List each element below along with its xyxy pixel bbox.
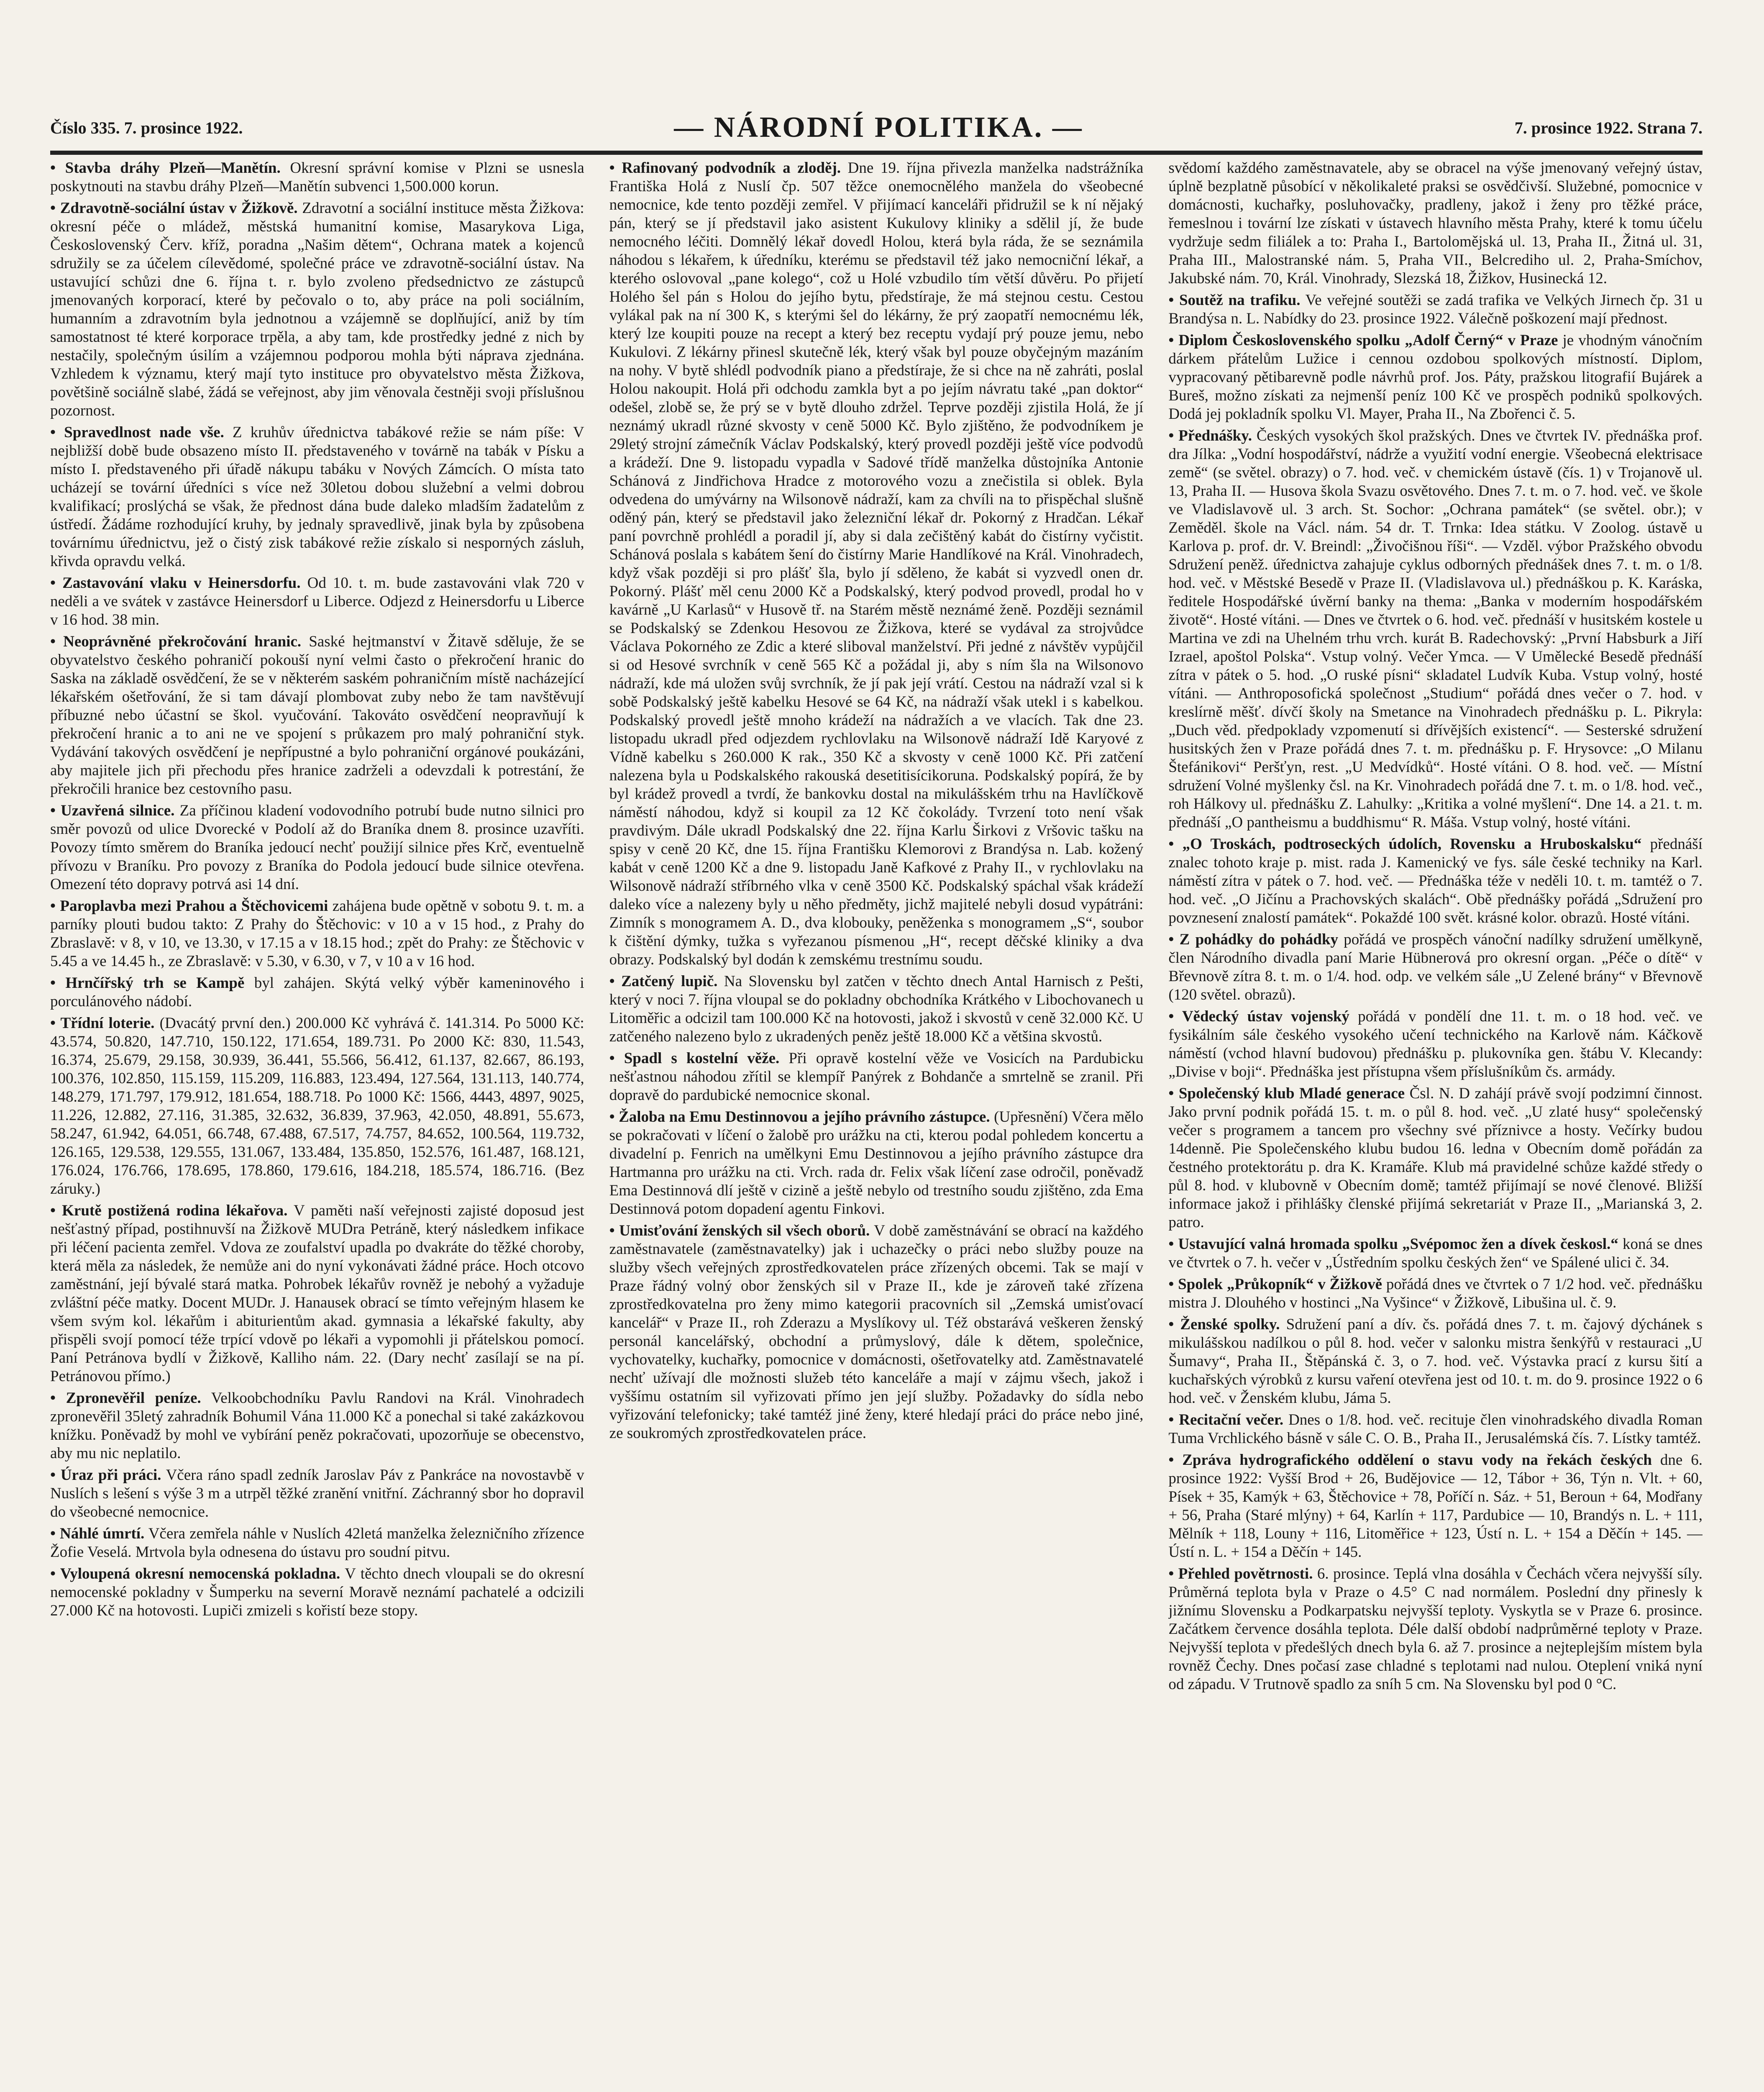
article bbox=[50, 423, 584, 571]
article-headline: Neoprávněné překročování hranic. bbox=[63, 633, 302, 650]
article-headline: Zatčený lupič. bbox=[621, 973, 718, 990]
column-3 bbox=[1168, 159, 1703, 2092]
article bbox=[50, 159, 584, 196]
article-text: Velkoobchodníku Pavlu Randovi na Král. Vinohradech zpronevěřil 35letý zahradník Bohumil Vána 11.000 Kč a ponechal si také zakázkovou knížku. Poněvadž by mohl ve vybírání peněz pokračovati, upozorňuje se obecenstvo, aby mu nic neplatilo. bbox=[50, 1390, 584, 1462]
article-text: Za příčinou kladení vodovodního potrubí bude nutno silnici pro směr povozů od ulice Dvorecké v Podolí až do Braníka dnem 8. prosince uzavříti. Povozy tímto směrem do Braníka jedoucí nechť použijí silnice přes Krč, eventuelně přívozu v Braníku. Pro povozy z Braníka do Podola jedoucí bude silnice otevřena. Omezení této dopravy potrvá asi 14 dní. bbox=[50, 802, 584, 893]
page-header bbox=[50, 105, 1703, 151]
article-paragraph bbox=[50, 974, 584, 1011]
article-text: (Dvacátý první den.) 200.000 Kč vyhrává č. 141.314. Po 5000 Kč: 43.574, 50.820, 147.710, 150.122, 171.654, 189.731. Po 2000 Kč: 830, 11.543, 16.374, 25.679, 29.158, 30.939, 36.441, 55.566, 56.412, 61.137, 82.667, 86.193, 100.376, 102.850, 115.159, 115.209, 116.883, 123.494, 127.564, 131.113, 140.774, 148.279, 171.797, 179.912, 181.654, 188.718. Po 1000 Kč: 1566, 4443, 4897, 9025, 11.226, 12.882, 27.116, 31.385, 32.632, 36.839, 37.963, 42.050, 48.891, 55.673, 58.247, 61.942, 64.051, 66.748, 67.488, 67.517, 74.757, 84.652, 100.564, 119.732, 126.165, 129.538, 129.555, 131.067, 133.484, 135.850, 152.576, 161.487, 168.121, 176.024, 176.766, 178.695, 178.860, 179.616, 184.218, 185.574, 186.716. (Bez záruky.) bbox=[50, 1015, 584, 1197]
masthead-title: — NÁRODNÍ POLITIKA. — bbox=[674, 111, 1083, 144]
article-headline: Uzavřená silnice. bbox=[61, 802, 175, 819]
bullet-marker: • bbox=[1168, 1008, 1182, 1025]
article-headline: Vědecký ústav vojenský bbox=[1182, 1008, 1349, 1025]
article-paragraph bbox=[1168, 835, 1703, 927]
bullet-marker: • bbox=[1168, 292, 1179, 309]
article bbox=[50, 1014, 584, 1198]
bullet-marker: • bbox=[50, 1202, 62, 1219]
article-headline: Zpráva hydrografického oddělení o stavu vody na řekách českých bbox=[1182, 1451, 1652, 1469]
article bbox=[50, 1466, 584, 1521]
bullet-marker: • bbox=[50, 974, 66, 992]
article-headline: Vyloupená okresní nemocenská pokladna. bbox=[60, 1565, 341, 1582]
article-paragraph bbox=[1168, 159, 1703, 288]
article-paragraph bbox=[50, 1389, 584, 1463]
bullet-marker: • bbox=[1168, 332, 1179, 349]
article bbox=[1168, 1565, 1703, 1694]
article bbox=[50, 1525, 584, 1561]
article-paragraph bbox=[609, 1108, 1144, 1218]
article bbox=[609, 1108, 1144, 1218]
article bbox=[50, 1389, 584, 1463]
article-text: přednáší znalec tohoto kraje p. mist. rada J. Kamenický ve fys. sále české techniky na Karl. náměstí zítra v pátek o 7. hod. več. — Přednáška téže v neděli 10. t. m. tamtéž o 7. hod. več. „O Jičínu a Prachovských skalách“. Obě přednášky pořádá „Sdružení pro povznesení znalostí památek“. Pokaždé 100 svět. krásné kolor. obrazů. Hosté vítáni. bbox=[1168, 836, 1703, 926]
article-paragraph bbox=[1168, 931, 1703, 1004]
bullet-marker: • bbox=[1168, 1085, 1179, 1102]
article-text: Dnes o 1/8. hod. več. recituje člen vinohradského divadla Roman Tuma Vrchlického básně v sále C. O. B., Praha II., Jerusalémská čís. 7. Lístky tamtéž. bbox=[1168, 1411, 1703, 1447]
article bbox=[1168, 835, 1703, 927]
article-headline: Krutě postižená rodina lékařova. bbox=[62, 1202, 288, 1219]
article-headline: Spravedlnost nade vše. bbox=[64, 424, 224, 441]
article-paragraph bbox=[1168, 1451, 1703, 1561]
article-headline: Zdravotně-sociální ústav v Žižkově. bbox=[60, 200, 298, 217]
article-paragraph bbox=[1168, 1565, 1703, 1694]
article-paragraph bbox=[1168, 427, 1703, 832]
article-headline: Z pohádky do pohádky bbox=[1179, 931, 1338, 948]
article-text: zahájena bude opětně v sobotu 9. t. m. a parníky plouti budou takto: Z Prahy do Štěchovic: v 10 a v 15 hod., z Prahy do Zbraslavě: v 8, v 10, ve 13.30, v 17.15 a v 18.15 hod.; zpět do Prahy: ze Štěchovic v 5.45 a ve 14.45 h., ze Zbraslavě: v 5.30, v 6.30, v 7, v 10 a v 16 hod. bbox=[50, 897, 584, 970]
article-headline: Úraz při práci. bbox=[60, 1466, 161, 1484]
bullet-marker: • bbox=[50, 802, 61, 819]
article-paragraph bbox=[50, 1525, 584, 1561]
article-text: byl zahájen. Skýtá velký výběr kameninového i porculánového nádobí. bbox=[50, 974, 584, 1010]
bullet-marker: • bbox=[1168, 1411, 1179, 1428]
article bbox=[609, 1049, 1144, 1105]
bullet-marker: • bbox=[1168, 931, 1180, 948]
bullet-marker: • bbox=[50, 1525, 60, 1542]
bullet-marker: • bbox=[50, 1565, 60, 1582]
article-paragraph bbox=[50, 897, 584, 971]
article-headline: Náhlé úmrtí. bbox=[60, 1525, 145, 1542]
article bbox=[50, 974, 584, 1011]
article-text: Zdravotní a sociální instituce města Žižkova: okresní péče o mládež, městská humanitní komise, Masarykova Liga, Československý Červ. kříž, poradna „Našim dětem“, Ochrana matek a kojenců sdružily se za účelem cílevědomé, společné práce ve zdravotně-sociální ústav. Na ustavující schůzi dne 6. října t. r. bylo zvoleno předsednictvo ze zástupců jmenovaných korporací, které by pečovalo o to, aby práce na poli sociálním, humanním a zdravotním byla jednotnou a vzájemně se doplňující, aniž by tím samostatnost té které korporace trpěla, a aby tam, kde prostředky jedné z nich by nestačily, společným úsilím a vzájemnou podporou mohla býti náprava zjednána. Vzhledem k významu, který mají tyto instituce pro obyvatelstvo města Žižkova, povětšině sociálně slabé, žádá se veřejnost, aby jim věnovala čestněji svoji příslušnou pozornost. bbox=[50, 200, 584, 419]
article-text: Ve veřejné soutěži se zadá trafika ve Velkých Jirnech čp. 31 u Brandýsa n. L. Nabídky do 23. prosince 1922. Válečně poškození mají přednost. bbox=[1168, 292, 1703, 327]
article-paragraph bbox=[609, 159, 1144, 969]
article-headline: Zastavování vlaku v Heinersdorfu. bbox=[62, 574, 301, 592]
article-text: dne 6. prosince 1922: Vyšší Brod + 26, Budějovice — 12, Tábor + 36, Týn n. Vlt. + 60, Písek + 35, Kamýk + 63, Štěchovice + 78, Poříčí n. Sáz. + 51, Beroun + 64, Modřany + 56, Praha (Staré mlýny) + 64, Karlín + 117, Pardubice — 10, Brandýs n. L. + 111, Mělník + 118, Louny + 116, Litoměřice + 123, Ústí n. L. + 154 a Děčín + 145. — Ústí n. L. + 154 a Děčín + 145. bbox=[1168, 1451, 1703, 1561]
bullet-marker: • bbox=[50, 574, 63, 592]
article-paragraph bbox=[50, 1466, 584, 1521]
bullet-marker: • bbox=[609, 1108, 619, 1125]
issue-date: Číslo 335. 7. prosince 1922. bbox=[50, 118, 243, 137]
article-headline: Zpronevěřil peníze. bbox=[66, 1390, 201, 1407]
bullet-marker: • bbox=[50, 1015, 61, 1032]
column-1 bbox=[50, 159, 584, 2092]
bullet-marker: • bbox=[1168, 427, 1179, 444]
article-paragraph bbox=[1168, 291, 1703, 328]
article-paragraph bbox=[50, 199, 584, 420]
bullet-marker: • bbox=[50, 897, 60, 915]
article-paragraph bbox=[50, 423, 584, 571]
article bbox=[50, 574, 584, 629]
article-text: Včera ráno spadl zedník Jaroslav Páv z Pankráce na novostavbě v Nuslích s lešení s výše 3 m a utrpěl těžké zranění vnitřní. Záchranný sbor ho dopravil do všeobecné nemocnice. bbox=[50, 1466, 584, 1520]
bullet-marker: • bbox=[1168, 836, 1183, 853]
article bbox=[50, 199, 584, 420]
article-columns bbox=[50, 159, 1703, 2092]
article-text: Čsl. N. D zahájí právě svojí podzimní činnost. Jako první podnik pořádá 15. t. m. o půl 8. hod. več. „U zlaté husy“ společenský večer s programem a tancem pro všechny své příznivce a hosty. Večírky budou 14denně. Pie Společenského klubu budou 16. ledna v Obecním domě pořádán za čestného protektorátu p. dra K. Kramáře. Klub má pravidelné schůze každé středy o půl 8. hod. v klubovně v Obecním domě; tamtéž přijímají se nové členové. Bližší informace jakož i přihlášky členské přijímá sekretariát v Praze II., „Marianská 3, 2. patro. bbox=[1168, 1085, 1703, 1231]
article bbox=[1168, 1275, 1703, 1312]
article-text: Při opravě kostelní věže ve Vosicích na Pardubicku nešťastnou náhodou zřítil se klempíř Panýrek z Bohdanče a smrtelně se zranil. Při dopravě do pardubické nemocnice skonal. bbox=[609, 1050, 1144, 1104]
article-text: pořádá dnes ve čtvrtek o 7 1/2 hod. več. přednášku mistra J. Dlouhého v hostinci „Na Vyšince“ v Žižkově, Libušina ul. č. 9. bbox=[1168, 1276, 1703, 1311]
article bbox=[50, 897, 584, 971]
article-text: Sdružení paní a dív. čs. pořádá dnes 7. t. m. čajový dýchánek s mikulášskou nadílkou o půl 8. hod. večer v salonku mistra šenkýřů v restauraci „U Šumavy“, Praha II., Štěpánská č. 3, o 7. hod. več. Výstavka prací z kursu šití a kuchařských výrobků z kursu vaření otevřena jest od 10. t. m. do 9. prosince 1922 o 6 hod. več. v Ženském klubu, Jáma 5. bbox=[1168, 1316, 1703, 1407]
article-text: Okresní správní komise v Plzni se usnesla poskytnouti na stavbu dráhy Plzeň—Manětín subvenci 1,500.000 korun. bbox=[50, 159, 584, 195]
article-paragraph bbox=[1168, 1411, 1703, 1448]
article-paragraph bbox=[50, 159, 584, 196]
article-headline: Přednášky. bbox=[1178, 427, 1252, 444]
article bbox=[50, 1565, 584, 1620]
bullet-marker: • bbox=[609, 973, 622, 990]
article-headline: Stavba dráhy Plzeň—Manětín. bbox=[65, 159, 281, 177]
article-headline: Přehled povětrnosti. bbox=[1178, 1565, 1313, 1582]
article-paragraph bbox=[609, 1222, 1144, 1443]
article bbox=[1168, 1235, 1703, 1272]
article bbox=[1168, 1084, 1703, 1232]
article bbox=[1168, 1008, 1703, 1081]
article-text: V době zaměstnávání se obrací na každého zaměstnavatele (zaměstnavatelky) jak i uchazečky o práci nebo služby pouze na služby všech veřejných zprostředkovatelen práce zřízených obcemi. Tak se mají v Praze řádný volný obor ženských sil v Praze II., kde je zároveň také zřízena zprostředkovatelna pro ženy mimo kategorii pracovních sil „Zemská umisťovací kancelář“ v Praze II., roh Zderazu a Myslíkovy ul. Též obstarává veškeren ženský personál kancelářský, obchodní a průmyslový, dále k dětem, společnice, vychovatelky, kuchařky, pomocnice v domácnosti, ošetřovatelky atd. Zaměstnavatelé nechť užívají dle možnosti služeb této kanceláře a mají v zájmu všech, jakož i vyššímu ostatním sil vyřizovati přímo jen její služby. Požadavky do sídla nebo vyřizování telefonicky; také tamtéž jiné ženy, které hledají práci do práce nebo jiné, ze soukromých zprostředkovatelen práce. bbox=[609, 1222, 1144, 1442]
article-paragraph bbox=[1168, 331, 1703, 423]
article-text: pořádá v pondělí dne 11. t. m. o 18 hod. več. ve fysikálním sále českého vysokého učení technického na Karlově nám. Káčkově náměstí (vchod hlavní budovou) přednášku p. plukovníka gen. štábu V. Klecandy: „Divise v boji“. Přednáška jest přístupna všem příslušníkům čs. armády. bbox=[1168, 1008, 1703, 1080]
article-paragraph bbox=[1168, 1008, 1703, 1081]
article bbox=[1168, 931, 1703, 1004]
article-paragraph bbox=[50, 1202, 584, 1386]
article-headline: Spadl s kostelní věže. bbox=[624, 1050, 780, 1067]
article-paragraph bbox=[1168, 1235, 1703, 1272]
bullet-marker: • bbox=[609, 1222, 620, 1239]
article-text: Včera zemřela náhle v Nuslích 42letá manželka železničního zřízence Žofie Veselá. Mrtvola byla odnesena do ústavu pro soudní pitvu. bbox=[50, 1525, 584, 1561]
article-paragraph bbox=[50, 574, 584, 629]
bullet-marker: • bbox=[1168, 1236, 1178, 1253]
article bbox=[1168, 1315, 1703, 1407]
article-headline: Společenský klub Mladé generace bbox=[1178, 1085, 1405, 1102]
article-text: Od 10. t. m. bude zastavováni vlak 720 v neděli a ve svátek v zastávce Heinersdorf u Liberce. Odjezd z Heinersdorfu u Liberce v 16 hod. 38 min. bbox=[50, 574, 584, 628]
article bbox=[609, 972, 1144, 1046]
article-headline: Soutěž na trafiku. bbox=[1179, 292, 1301, 309]
bullet-marker: • bbox=[609, 1050, 624, 1067]
bullet-marker: • bbox=[1168, 1451, 1183, 1469]
bullet-marker: • bbox=[1168, 1276, 1178, 1293]
article-paragraph bbox=[1168, 1084, 1703, 1232]
article-text: Českých vysokých škol pražských. Dnes ve čtvrtek IV. přednáška prof. dra Jílka: „Vodní hospodářství, nádrže a využití vodní energie. Všeobecná elektrisace země“ (se světel. obrazy) o 7. hod. več. v chemickém ústavě (čís. 1) v Trojanově ul. 13, Praha II. — Husova škola Svazu osvětového. Dnes 7. t. m. o 7. hod. več. ve škole ve Vladislavově ul. 3 arch. St. Sochor: „Ochrana památek“ (se světel. obr.); v Zeměděl. škole na Václ. nám. 54 dr. T. Trnka: Idea státku. V Zoolog. ústavě u Karlova p. prof. dr. V. Breindl: „Živočišnou říši“. — Vzděl. výbor Pražského obvodu Sdružení peněž. úřednictva zahajuje cyklus odborných přednášek dnes 7. t. m. o 1/8. hod. več. v Městské Besedě v Praze II. (Vladislavova ul.) přednáškou p. K. Karáska, ředitele Hospodářské úvěrní banky na thema: „Banka v moderním hospodářském životě“. Hosté vítáni. — Dnes ve čtvrtek o 6. hod. več. přednáší v husitském kostele u Martina ve zdi na Uhelném trhu vrch. kurát B. Radechovský: „První Habsburk a Jiří Izrael, apoštol Polska“. Vstup volný. Večer Ymca. — V Umělecké Besedě přednáší zítra v pátek o 5. hod. „O ruské písni“ skladatel Ludvík Kuba. Vstup volný, hosté vítáni. — Anthroposofická společnost „Studium“ pořádá dnes večer o 7. hod. v kreslírně měšť. dívčí školy na Smetance na Vinohradech přednášku p. L. Pikryla: „Duch věd. předpoklady vzpomenutí si dřívějších existencí“. — Sesterské sdružení husitských žen v Praze pořádá dnes 7. t. m. přednášku p. F. Hrysovce: „O Milanu Štefánikovi“ Peršťyn, rest. „U Medvídků“. Hosté vítáni. O 8. hod. več. — Místní sdružení Volné myšlenky čsl. na Kr. Vinohradech pořádá dne 7. t. m. o 1/8. hod. več., roh Hálkovy ul. přednášku Z. Lahulky: „Kritika a volné myšlení“. Dne 14. a 21. t. m. přednáší „O pantheismu a buddhismu“ R. Máša. Vstup volný, hosté vítáni. bbox=[1168, 427, 1703, 831]
bullet-marker: • bbox=[50, 200, 60, 217]
article bbox=[1168, 427, 1703, 832]
article-text: Z kruhův úřednictva tabákové režie se nám píše: V nejbližší době bude obsazeno místo II. představeného v továrně na tabák v Písku a místo I. představeného při úřadě nákupu tabáku v Nových Zámcích. O místa tato ucházejí se tovární úředníci s více než 30letou dobou služební a velmi dobrou kvalifikací; proslýchá se však, že přednost dána bude daleko mladším žadatelům z ústředí. Žádáme rozhodující kruhy, by jednaly spravedlivě, jinak byla by způsobena továrnímu úřednictvu, jež o čistý zisk tabákové režie získalo si nesporných zásluh, křivda opravdu velká. bbox=[50, 424, 584, 570]
article bbox=[50, 1202, 584, 1386]
article-paragraph bbox=[609, 1049, 1144, 1105]
article-paragraph bbox=[609, 972, 1144, 1046]
article-paragraph bbox=[1168, 1275, 1703, 1312]
article-text: koná se dnes ve čtvrtek o 7. h. večer v „Ústředním spolku českých žen“ ve Spálené ulici č. 34. bbox=[1168, 1236, 1703, 1271]
article bbox=[609, 1222, 1144, 1443]
article-text: je vhodným vánočním dárkem přátelům Lužice i cennou ozdobou spolkových místností. Diplom, vypracovaný pětibarevně podle návrhů prof. Jos. Páty, pražskou litografií Bujárek a Bureš, možno získati za nejmenší peníz 100 Kč ve prospěch podniků spolkových. Dodá jej pokladník spolku Vl. Mayer, Praha II., Na Zbořenci č. 5. bbox=[1168, 332, 1703, 423]
bullet-marker: • bbox=[609, 159, 622, 177]
article-text: 6. prosince. Teplá vlna dosáhla v Čechách včera nejvyšší síly. Průměrná teplota byla v Praze o 4.5° C nad normálem. Poslední dny přinesly k jižnímu Slovensku a Podkarpatsku nejvyšší teploty. Vyskytla se v Praze 6. prosince. Začátkem července dosáhla teplota. Déle další období nadprůměrné teploty v Praze. Nejvyšší teplota v předešlých dnech byla 6. až 7. prosince a nejteplejším místem byla rovněž Čechy. Dnes počasí zase chladné s teplotami nad nulou. Oteplení vniká nyní od západu. V Trutnově spadlo za sníh 5 cm. Na Slovensku byl pod 0 °C. bbox=[1168, 1565, 1703, 1693]
article-paragraph bbox=[50, 1565, 584, 1620]
article-paragraph bbox=[50, 802, 584, 894]
article-headline: Paroplavba mezi Prahou a Štěchovicemi bbox=[60, 897, 328, 915]
article-headline: Umisťování ženských sil všech oborů. bbox=[619, 1222, 870, 1239]
article bbox=[609, 159, 1144, 969]
article-text: Na Slovensku byl zatčen v těchto dnech Antal Harnisch z Pešti, který v noci 7. října vloupal se do pokladny obchodníka Krátkého v Libochovanech u Litoměřic a odcizil tam 100.000 Kč na hotovosti, jakož i skvostů v ceně 32.000 Kč. U zatčeného nalezeno bylo z ukradených peněz ještě 18.000 Kč a většina skvostů. bbox=[609, 973, 1144, 1045]
article-headline: Žaloba na Emu Destinnovou a jejího právního zástupce. bbox=[619, 1108, 990, 1125]
bullet-marker: • bbox=[50, 633, 64, 650]
article bbox=[50, 633, 584, 798]
article bbox=[1168, 331, 1703, 423]
article-headline: Rafinovaný podvodník a zloděj. bbox=[622, 159, 841, 177]
article bbox=[1168, 159, 1703, 288]
article-headline: Třídní loterie. bbox=[60, 1015, 155, 1032]
article bbox=[1168, 1451, 1703, 1561]
article-text: Dne 19. října přivezla manželka nadstrážníka Františka Holá z Nuslí čp. 507 těžce onemocnělého manžela do všeobecné nemocnice, kde tento později zemřel. V přijímací kanceláři přidružil se k ní nějaký pán, který se jí představil jako asistent Kukulovy kliniky a sdělil jí, že bude nemocného léčiti. Domnělý lékař dovedl Holou, která byla ráda, že se seznámila náhodou s lékařem, k úředníku, kterému se představil též jako nemocniční lékař, a kterého oslovoval „pane kolego“, což u Holé vzbudilo tím větší důvěru. Po přijetí Holého šel pán s Holou do jejího bytu, předstíraje, že má stejnou cestu. Cestou vylákal pak na ní 300 K, s kterými šel do lékárny, že prý zaopatří nemocnému lék, který lze koupiti pouze na recept a který bez receptu vydají prý pouze jemu, nebo Kukulovi. Z lékárny přinesl skutečně lék, který však byl pouze obyčejným mazáním na nohy. V bytě shlédl podvodník piano a předstíraje, že si chce na ně zahráti, poslal Holou nakoupit. Holá při odchodu zamkla byt a po jejím návratu také „pan doktor“ odešel, zlobě se, že prý se v bytě dlouho zdržel. Teprve později zjistila Holá, že jí neznámý ukradl různé skvosty v ceně 5000 Kč. Bylo zjištěno, že podvodníkem je 29letý strojní zámečník Václav Podskalský, který provedl později ještě více podvodů a krádeží. Dne 9. listopadu vypadla v Sadové třídě manželka důstojníka Antonie Schánová z Jindřichova Hradce z motorového vozu a znečistila si oblek. Byla odvedena do umývárny na Wilsonově nádraží, kam za chvíli na to přispěchal slušně oděný pán, který se představil jako železniční lékař dr. Pokorný z Hradčan. Lékař paní povrchně prohlédl a poradil jí, aby si dala zečištěný kabát do čistírny vyčistit. Schánová poslala s kabátem šení do čistírny Marie Handlíkové na Král. Vinohradech, když však později si pro plášť šla, bylo jí sděleno, že kabát si vyzvedl onen dr. Pokorný. Plášť měl cenu 2000 Kč a Podskalský, který podvod provedl, prodal ho v kavárně „U Karlasů“ v Husově tř. na Starém městě neznámé ženě. Později seznámil se Podskalský se Zdenkou Hesovou ze Žižkova, které se vydával za strojvůdce Václava Pokorného ze Zdic a které sliboval manželství. Při jedné z návštěv vypůjčil si od Hesové svrchník v ceně 565 Kč a požádal ji, aby s ním šla na Wilsonovo nádraží, kde má uložen svůj svrchník, že jí pak její vrátí. Cestou na nádraží vzal si k sobě Podskalský ještě kabelku Hesové se 64 Kč, na nádraží však utekl i s kabelkou. Podskalský provedl ještě mnoho krádeží na nádražích a ve vlacích. Tak dne 23. listopadu ukradl před odjezdem rychlovlaku na Wilsonově nádraží Idě Karyové z Vídně kabelku s 260.000 K rak., 350 Kč a skvosty v ceně 1000 Kč. Při zatčení nalezena byla u Podskalského rakouská desetitisícikoruna. Podskalský popírá, že by byl krádež provedl a tvrdí, že bankovku dostal na mikulášském trhu na Havlíčkově náměstí náhodou, když si koupil za 12 Kč čokolády. Tvrzení toto není však pravdivým. Dále ukradl Podskalský dne 22. října Karlu Širkovi z Vršovic tašku na spisy v ceně 20 Kč, dne 15. října Františku Klemorovi z Brandýsa n. Lab. kožený kabát v ceně 1200 Kč a dne 9. listopadu Janě Kafkové z Prahy II., v rychlovlaku na Wilsonově nádraží stříbrného vlka v ceně 3500 Kč. Podskalský spáchal však krádeží daleko více a nalezeny byly u něho předměty, jichž majitelé nebyli dosud vypátráni: Zimník s monogramem A. D., dva klobouky, peněženka s monogramem „S“, soubor k čištění dýmky, tužka s vyřezanou písmenou „H“, recept děčské kliniky a dva obrazy. Podskalský byl dodán k zemskému trestnímu soudu. bbox=[609, 159, 1144, 968]
article-headline: „O Troskách, podtroseckých údolích, Rovensku a Hruboskalsku“ bbox=[1182, 836, 1642, 853]
header-rule bbox=[50, 151, 1703, 155]
article-headline: Ženské spolky. bbox=[1180, 1316, 1280, 1333]
bullet-marker: • bbox=[50, 159, 65, 177]
article-text: svědomí každého zaměstnavatele, aby se obracel na výše jmenovaný veřejný ústav, úplně bezplatně působící v několikaleté praksi se osvědčivší. Služebné, pomocnice v domácnosti, kuchařky, posluhovačky, pradleny, jakož i ženy pro těžké práce, řemeslnou i tovární lze získati v ústavech hlavního města Prahy, které k tomu účelu vydržuje sedm filiálek a to: Praha I., Bartolomějská ul. 13, Praha II., Žitná ul. 31, Praha III., Malostranské nám. 5, Praha VII., Belcrediho ul. 2, Praha-Smíchov, Jakubské nám. 70, Král. Vinohrady, Slezská 18, Žižkov, Husinecká 12. bbox=[1168, 159, 1703, 287]
article-text: pořádá ve prospěch vánoční nadílky sdružení umělkyně, člen Národního divadla paní Marie Hübnerová pro okresní organ. „Péče o dítě“ v Břevnově zítra 8. t. m. o 1/4. hod. odp. ve velkém sále „U Zelené brány“ v Břevnově (120 světel. obrazů). bbox=[1168, 931, 1703, 1003]
bullet-marker: • bbox=[1168, 1316, 1180, 1333]
page-number: 7. prosince 1922. Strana 7. bbox=[1514, 118, 1703, 137]
article bbox=[1168, 291, 1703, 328]
article-headline: Spolek „Průkopník“ v Žižkově bbox=[1178, 1276, 1383, 1293]
bullet-marker: • bbox=[50, 1390, 66, 1407]
article-text: V těchto dnech vloupali se do okresní nemocenské pokladny v Šumperku na severní Moravě neznámí pachatelé a odcizili 27.000 Kč na hotovosti. Lupiči zmizeli s kořistí beze stopy. bbox=[50, 1565, 584, 1619]
bullet-marker: • bbox=[1168, 1565, 1178, 1582]
bullet-marker: • bbox=[50, 1466, 61, 1484]
column-2 bbox=[609, 159, 1144, 2092]
article bbox=[50, 802, 584, 894]
article-headline: Recitační večer. bbox=[1179, 1411, 1284, 1428]
article-paragraph bbox=[50, 1014, 584, 1198]
article-text: Saské hejtmanství v Žitavě sděluje, že se obyvatelstvo českého pohraničí pokouší nyní velmi často o překročení hranic do Saska na základě osvědčení, že se v některém saském pohraničním místě nacházející lékařském ošetřování, že si tam dávají plombovat zuby nebo že tam navštěvují příbuzné nebo účastní se škol. vyučování. Takováto osvědčení neopravňují k překročení hranic a to ani ne ve spojení s průkazem pro malý pohraniční styk. Vydávání takových osvědčení je nepřípustné a bylo pohraniční orgánové poukázáni, aby majitele jich při přechodu přes hranice zadrželi a odevzdali k potrestání, že překročili hranice bez cestovního pasu. bbox=[50, 633, 584, 797]
article-paragraph bbox=[50, 633, 584, 798]
article-headline: Ustavující valná hromada spolku „Svépomoc žen a dívek českosl.“ bbox=[1178, 1236, 1618, 1253]
article-paragraph bbox=[1168, 1315, 1703, 1407]
article-headline: Hrnčířský trh se Kampě bbox=[65, 974, 245, 992]
article bbox=[1168, 1411, 1703, 1448]
article-headline: Diplom Československého spolku „Adolf Černý“ v Praze bbox=[1178, 332, 1558, 349]
bullet-marker: • bbox=[50, 424, 64, 441]
article-text: (Upřesnění) Včera mělo se pokračovati v líčení o žalobě pro urážku na cti, kterou podal pohledem koncertu a divadelní p. Fenrich na umělkyni Emu Destinnovou a jejího právního zástupce dra Hartmanna pro urážku na cti. Vrch. rada dr. Felix však líčení zase odročil, poněvadž Ema Destinnová dlí ještě v cizině a ještě nebylo od trestního soudu zjištěno, zda Ema Destinnová potom dopadení agentu Finkovi. bbox=[609, 1108, 1144, 1218]
article-text: V paměti naší veřejnosti zajisté doposud jest nešťastný případ, postihnuvší na Žižkově MUDra Petráně, který následkem infikace při léčení pacienta zemřel. Vdova ze zoufalství upadla po dvakráte do těžké choroby, která měla za následek, že nemůže ani do nyní vykonávati žádné práce. Hoch otcovo zaměstnání, její bývalé stará matka. Pohrobek lékařův rovněž je nebohý a vyžaduje zvláštní péče matky. Docent MUDr. J. Hanausek obrací se tímto veřejným hlasem ke všem svým kol. lékařům i abiturientům akad. gymnasia a lékařské fakulty, aby přispěli svojí pomocí téže trpící vdově po lékaři a vypomohli ji přátelskou pomocí. Paní Petránova bydlí v Žižkově, Kalliho nám. 22. (Dary nechť zasílají se na pí. Petránovou přímo.) bbox=[50, 1202, 584, 1385]
